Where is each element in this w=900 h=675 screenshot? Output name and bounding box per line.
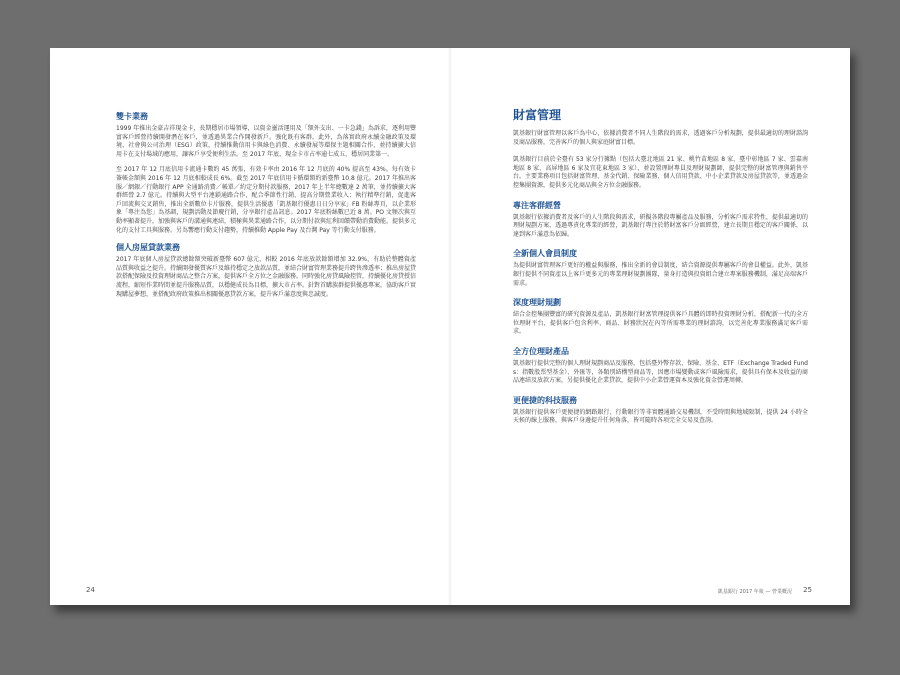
section-heading-planning: 深度理財規劃 xyxy=(513,298,561,308)
paragraph: 1999 年推出金豪吉祥現金卡，長期穩居市場領導，以資金靈活運用及「額外支出、一卡急錢」為訴求，逐利用豐富客戶經營持續開發潛在客戶，並透過異業合作開發新戶。強化既有客群，此外，為落實政府永續金融政策及環境、社會與公司治理（ESG）政策，持續推動信用卡與綠色消費、永續發展等環保主題相關合作，並持續擴大信用卡在支付場域的應用，讓客戶享受便利生活。至 2017 年底，現金卡市占率逾七成五，穩居同業第一。 xyxy=(116,125,416,158)
section-heading-products: 全方位理財產品 xyxy=(513,346,569,356)
section-heading-membership: 全新個人會員制度 xyxy=(513,249,577,259)
paragraph: 結合金控集團豐富的研究資源及產品，凱基銀行財富管理提供客戶具體的即時投資理財分析，搭配新一代的全方位理財平台，提供客戶包含利率、商品、財務狀況在內等所需專業的理財諮詢，以完善化專業服務滿足客戶需求。 xyxy=(513,311,808,336)
left-column xyxy=(116,111,416,306)
paragraph: 至 2017 年 12 月底信用卡流通卡數約 45 萬張，有效卡率由 2016 年 12 月底的 40% 提高至 43%。每有效卡簽帳金額與 2016 年 12 月底相較成長 6%。截至 2017 年底信用卡循環額約新臺幣 10.8 億元。2017 年推出客服／網銀／行動銀行 APP 全通路消費／帳單／約定分期付款服務，2017 年上半年總數達 2 萬筆，並持續擴大客群經營 2.7 億元。持續與大型平台連鎖通路合作，配合季節性行銷，提高分期營業收入；執行精準行銷，促進客戶回流與交叉銷售，推出全新數位卡片服務，提供生活優惠「凱基銀行優惠日日分享家」FB 粉絲專頁，以企業形象「專注為您」為基調，規劃活動及節慶行銷，分享銀行產品訊息。2017 年底粉絲數已近 8 萬。PO 文頻次與互動率顯著提升，加強與客戶的溝通與連結，積極與異業通路合作，以分期付款與紅利回饋帶動消費動能，提供多元化的支付工具與服務。另為響應行動支付趨勢，持續推動 Apple Pay 及台灣 Pay 等行動支付服務。 xyxy=(116,166,417,234)
right-column xyxy=(513,108,808,435)
section-heading-tech-services: 更便捷的科技服務 xyxy=(513,395,577,405)
page-spread xyxy=(50,48,850,605)
section-heading-mortgage: 個人房屋貸款業務 xyxy=(116,243,180,253)
right-page xyxy=(450,48,850,605)
section-heading-dual-card: 雙卡業務 xyxy=(116,112,148,121)
section-heading-client-focus: 專注客群經營 xyxy=(513,200,561,210)
paragraph: 2017 年底個人房屋貸款總餘額突破新臺幣 607 億元，相較 2016 年底放款餘額增加 32.9%，有助於整體資產品質與收益之提升。持續開發優質客戶及維持穩定之放款品質，並結合財富管理業務提升跨售滲透率；推出房屋貸款搭配保險及投資理財商品之整合方案，提供客戶全方位之金融服務。同時強化房貸風險控管，持續優化房貸授信流程，縮短作業時間並提升服務品質，以穩健成長為目標，擴大市占率。針對首購族群提供優惠專案，協助客戶實現購屋夢想，並搭配政府政策推出相關優惠貸款方案，提升客戶滿意度與忠誠度。 xyxy=(116,256,417,298)
paragraph: 凱基銀行提供客戶更便捷的網路銀行、行動銀行等非實體通路交易機制，不受時間與地域限制，提供 24 小時全天候的線上服務，與客戶身邊提升任何角落，皆可隨時各項完全交易及查詢。 xyxy=(513,408,808,425)
paragraph: 凱基銀行目前於全臺有 53 家分行據點（包括大臺北地區 21 家、桃竹苗地區 8 家、臺中彰地區 7 家、雲嘉南地區 8 家、高屏地區 6 家及宜花東地區 3 家），並設置理財專員及理財規劃師，提供完整的財富管理與銷售平台。主要業務項目包括財富管理、基金代銷、保險業務、個人信用貸款、中小企業貸款及房屋貸款等，並透過金控集團資源，提供多元化商品與全方位金融服務。 xyxy=(513,156,808,189)
running-head: 凱基銀行 2017 年報 — 營業概況 xyxy=(717,589,792,595)
page-number: 24 xyxy=(86,586,95,594)
paragraph: 凱基銀行財富管理以客戶為中心，依據消費者不同人生階段的需求，透過客戶分析規劃，提供最適切的理財諮詢及商品服務，完善客戶的個人與家庭財富目標。 xyxy=(513,130,808,146)
paragraph: 為提供財富管理客戶更好的權益與服務，推出全新的會員制度，結合資源提供專屬客戶的會員權益。此外，凱基銀行提供不同資產以上客戶更多元的專業理財規劃團隊，量身打造與投資組合建立專案服務機制，滿足高端客戶需求。 xyxy=(513,262,808,287)
page-number: 25 xyxy=(803,586,812,594)
left-page xyxy=(50,48,450,605)
page-title: 財富管理 xyxy=(513,108,562,122)
paragraph: 凱基銀行依據消費者及客戶的人生階段與需求，研擬各階段專屬產品及服務，分析客戶需求特性，提供最適切的理財規劃方案，透過專責化專業的經營，凱基銀行專注於將財富客戶分級經營，建立長期且穩定的客戶關係，以達到客戶滿意為依歸。 xyxy=(513,213,808,238)
paragraph: 凱基銀行提供完整的個人理財規劃商品及服務，包括臺外幣存款、保險、基金、ETF（Exchange Traded Funds：指數股票型基金）、外匯等，各類別結構型商品等，因應市場變動或客戶風險需求，提供具有保本及收益的商品連結及放款方案，另提供優化企業貸款，提供中小企業營運資本及強化資金營運周轉。 xyxy=(513,359,808,385)
